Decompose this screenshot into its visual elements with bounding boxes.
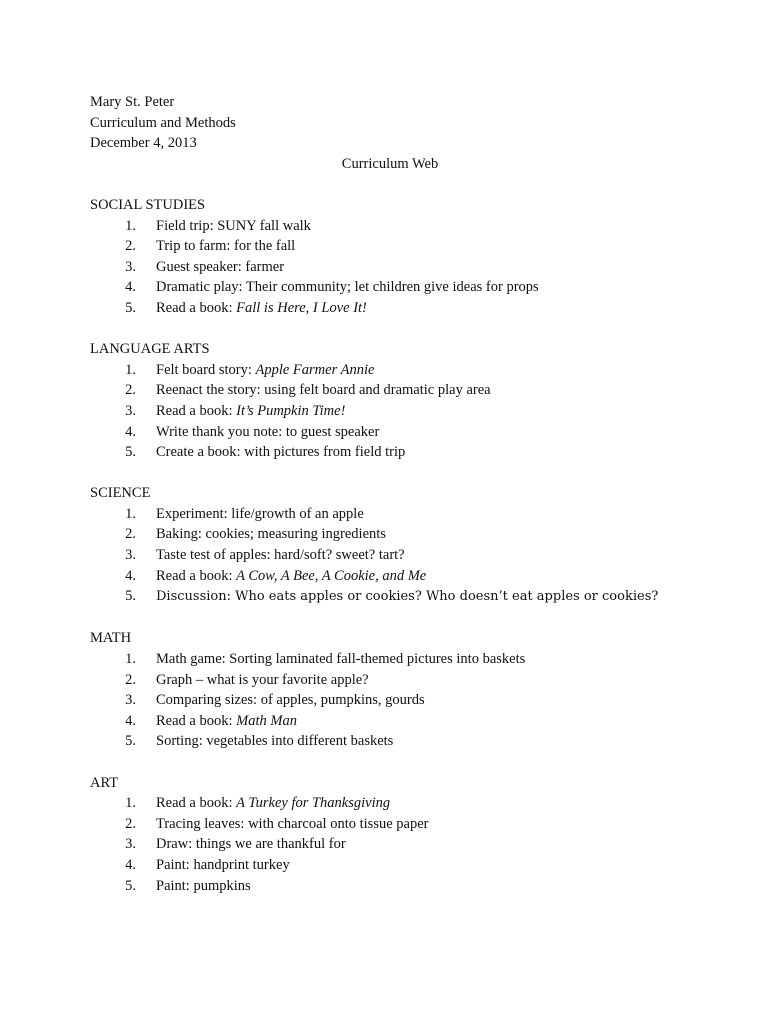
list-item-number: 4 .	[110, 855, 156, 876]
section-heading: ART	[90, 774, 119, 791]
list-item-text: Draw: things we are thankful for	[156, 836, 346, 853]
section-art	[90, 773, 730, 897]
list-item-number: 1 .	[110, 793, 156, 814]
list-item	[90, 545, 730, 566]
list-item	[90, 298, 730, 319]
section-social-studies	[90, 195, 730, 319]
list-item-content	[156, 380, 491, 401]
list-item	[90, 504, 730, 525]
list-item-content	[156, 711, 297, 732]
list-item-number: 1 .	[110, 360, 156, 381]
section-heading: MATH	[90, 630, 132, 647]
list-item-text: Read a book:	[156, 795, 237, 812]
numbered-list	[90, 649, 730, 752]
numbered-list	[90, 793, 730, 896]
list-item-text: Write thank you note: to guest speaker	[156, 423, 380, 440]
list-item-text: Read a book:	[156, 712, 237, 729]
sections-container	[90, 195, 730, 896]
list-item-text: Math game: Sorting laminated fall-themed pictures into baskets	[156, 651, 526, 668]
list-item-content	[156, 670, 369, 691]
list-item-text: Guest speaker: farmer	[156, 258, 285, 275]
list-item	[90, 690, 730, 711]
list-item-content	[156, 855, 290, 876]
list-item-number: 2 .	[110, 814, 156, 835]
page-title: Curriculum Web	[341, 155, 439, 172]
document-date: December 4, 2013	[90, 135, 197, 152]
list-item-content	[156, 442, 405, 463]
list-item-content	[156, 216, 311, 237]
course-name: Curriculum and Methods	[90, 114, 236, 131]
list-item-text: Create a book: with pictures from field trip	[156, 444, 406, 461]
list-item	[90, 670, 730, 691]
list-item-content	[156, 236, 295, 257]
list-item	[90, 277, 730, 298]
list-item-content	[156, 360, 374, 381]
list-item	[90, 711, 730, 732]
list-item-content	[156, 422, 379, 443]
list-item-number: 5 .	[110, 586, 156, 608]
list-item-text: Felt board story:	[156, 361, 256, 378]
document-body	[90, 92, 730, 896]
list-item-number: 2 .	[110, 670, 156, 691]
list-item-number: 3 .	[110, 401, 156, 422]
list-item-content	[156, 257, 284, 278]
list-item-content	[156, 690, 425, 711]
list-item-text: Paint: pumpkins	[156, 877, 251, 894]
list-item-text: Field trip: SUNY fall walk	[156, 217, 311, 234]
list-item-number: 5 .	[110, 731, 156, 752]
list-item-number: 4 .	[110, 422, 156, 443]
list-item-content	[156, 731, 393, 752]
list-item-text: Read a book:	[156, 402, 237, 419]
list-item-number: 2 .	[110, 380, 156, 401]
list-item-number: 5 .	[110, 876, 156, 897]
list-item	[90, 422, 730, 443]
list-item-number: 1 .	[110, 504, 156, 525]
numbered-list	[90, 360, 730, 463]
list-item-content	[156, 876, 251, 897]
list-item	[90, 524, 730, 545]
list-item	[90, 236, 730, 257]
list-item-content	[156, 649, 525, 670]
list-item-text: Sorting: vegetables into different baskets	[156, 733, 394, 750]
list-item-number: 5 .	[110, 298, 156, 319]
list-item	[90, 566, 730, 587]
list-item-number: 1 .	[110, 649, 156, 670]
section-heading: SCIENCE	[90, 485, 151, 502]
list-item-text: Trip to farm: for the fall	[156, 238, 296, 255]
list-item-text: Discussion: Who eats apples or cookies? Who doesn’t eat apples or cookies?	[156, 589, 659, 605]
section-language-arts	[90, 339, 730, 463]
section-heading: SOCIAL STUDIES	[90, 196, 206, 213]
list-item-content	[156, 545, 405, 566]
book-title: Math Man	[236, 712, 297, 729]
section-math	[90, 628, 730, 752]
list-item-content	[156, 298, 367, 319]
author-name: Mary St. Peter	[90, 94, 175, 110]
list-item-number: 3 .	[110, 545, 156, 566]
list-item-number: 2 .	[110, 236, 156, 257]
list-item-content	[156, 401, 345, 422]
list-item-number: 3 .	[110, 257, 156, 278]
list-item	[90, 855, 730, 876]
list-item	[90, 380, 730, 401]
book-title: A Turkey for Thanksgiving	[236, 795, 391, 812]
numbered-list	[90, 216, 730, 319]
list-item-number: 3 .	[110, 834, 156, 855]
list-item-content	[156, 793, 390, 814]
list-item	[90, 834, 730, 855]
list-item-text: Read a book:	[156, 567, 237, 584]
list-item	[90, 401, 730, 422]
list-item	[90, 360, 730, 381]
list-item	[90, 649, 730, 670]
section-science	[90, 483, 730, 608]
book-title: Apple Farmer Annie	[255, 361, 375, 378]
list-item	[90, 814, 730, 835]
list-item	[90, 257, 730, 278]
list-item	[90, 731, 730, 752]
list-item-text: Comparing sizes: of apples, pumpkins, gourds	[156, 692, 425, 709]
list-item-number: 4 .	[110, 566, 156, 587]
list-item-text: Reenact the story: using felt board and dramatic play area	[156, 382, 491, 399]
list-item-number: 1 .	[110, 216, 156, 237]
section-heading: LANGUAGE ARTS	[90, 341, 210, 358]
list-item-number: 4 .	[110, 277, 156, 298]
list-item-content	[156, 566, 426, 587]
book-title: Fall is Here, I Love It!	[236, 299, 367, 316]
list-item-content	[156, 814, 428, 835]
list-item	[90, 216, 730, 237]
list-item	[90, 793, 730, 814]
book-title: It’s Pumpkin Time!	[236, 402, 346, 419]
list-item-content	[156, 586, 658, 608]
list-item-text: Taste test of apples: hard/soft? sweet? tart?	[156, 547, 405, 564]
list-item-text: Tracing leaves: with charcoal onto tissue paper	[156, 815, 429, 832]
list-item-content	[156, 834, 346, 855]
list-item-number: 4 .	[110, 711, 156, 732]
list-item	[90, 442, 730, 463]
list-item-content	[156, 524, 386, 545]
list-item-content	[156, 504, 364, 525]
list-item-text: Baking: cookies; measuring ingredients	[156, 526, 386, 543]
list-item-number: 5 .	[110, 442, 156, 463]
list-item-text: Read a book:	[156, 299, 237, 316]
list-item	[90, 586, 730, 608]
book-title: A Cow, A Bee, A Cookie, and Me	[236, 567, 427, 584]
list-item-content	[156, 277, 539, 298]
list-item-number: 3 .	[110, 690, 156, 711]
list-item-number: 2 .	[110, 524, 156, 545]
list-item-text: Experiment: life/growth of an apple	[156, 505, 364, 522]
list-item-text: Graph – what is your favorite apple?	[156, 671, 369, 688]
list-item-text: Paint: handprint turkey	[156, 856, 290, 873]
list-item-text: Dramatic play: Their community; let children give ideas for props	[156, 279, 539, 296]
list-item	[90, 876, 730, 897]
numbered-list	[90, 504, 730, 608]
